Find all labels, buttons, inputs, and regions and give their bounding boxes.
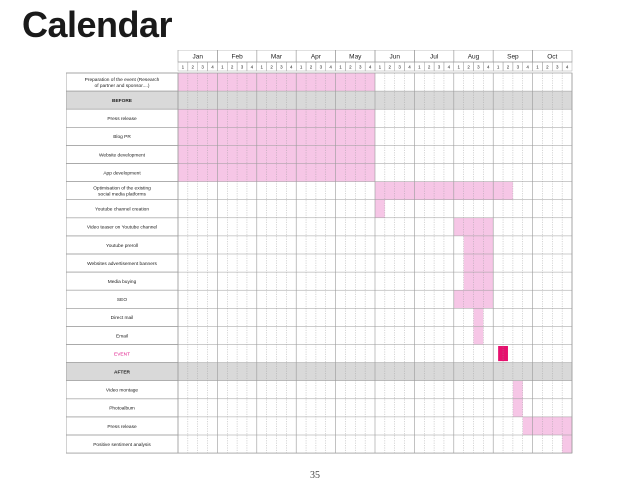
section-row-bg: [66, 363, 572, 381]
task-label: Direct mail: [110, 316, 134, 322]
week-label: 4: [565, 64, 569, 70]
task-bar: [474, 308, 484, 326]
page-number: 35: [310, 470, 320, 481]
task-bar: [513, 399, 523, 417]
week-label: 4: [290, 64, 293, 70]
section-row-bg: [66, 91, 572, 109]
task-bar: [464, 236, 494, 254]
week-label: 2: [427, 64, 431, 70]
week-label: 2: [230, 64, 234, 70]
task-label: Website development: [98, 153, 146, 159]
week-label: 1: [221, 64, 224, 70]
week-label: 3: [358, 64, 362, 70]
task-bar: [375, 200, 385, 218]
week-label: 1: [496, 64, 500, 70]
week-label: 3: [555, 64, 559, 70]
week-label: 1: [378, 64, 382, 70]
month-label: Oct: [547, 53, 558, 61]
week-label: 4: [526, 64, 529, 70]
week-label: 4: [250, 64, 254, 70]
task-label: Preparation of the event (Research: [84, 77, 160, 83]
week-label: 2: [388, 64, 392, 70]
week-label: 4: [408, 64, 411, 70]
week-label: 1: [260, 64, 263, 70]
week-label: 3: [319, 64, 323, 70]
task-label: Email: [116, 334, 128, 340]
task-label: Video montage: [105, 388, 139, 394]
week-label: 3: [280, 64, 283, 70]
task-bar: [474, 326, 484, 344]
task-label: AFTER: [114, 370, 130, 376]
week-label: 3: [477, 64, 480, 70]
task-bar: [464, 272, 494, 290]
week-label: 3: [398, 64, 401, 70]
task-label: Optimisation of the existing: [93, 186, 151, 192]
task-label: of partner and sponsor....): [94, 83, 150, 89]
week-label: 4: [447, 64, 451, 70]
task-label: Video teaser on Youtube channel: [86, 225, 158, 231]
month-label: Mar: [270, 53, 283, 61]
task-label: BEFORE: [112, 98, 132, 104]
week-label: 2: [467, 64, 470, 70]
gantt-calendar: [66, 50, 580, 472]
week-label: 2: [309, 64, 313, 70]
task-label: SEO: [116, 298, 128, 304]
task-label: Websites advertisement banners: [87, 261, 157, 267]
task-label: Press release: [107, 424, 137, 430]
month-label: Jun: [389, 53, 400, 61]
week-label: 2: [349, 64, 352, 70]
task-bar: [464, 254, 494, 272]
month-label: Jul: [429, 53, 439, 61]
week-label: 3: [516, 64, 520, 70]
month-label: Feb: [231, 53, 243, 61]
week-label: 1: [181, 64, 185, 70]
task-bar: [523, 417, 572, 435]
month-label: Sep: [507, 53, 519, 61]
week-label: 2: [270, 64, 273, 70]
task-bar: [562, 435, 572, 453]
task-label: social media platforms: [98, 192, 146, 198]
task-bar: [513, 381, 523, 399]
week-label: 1: [339, 64, 342, 70]
task-label: Positive sentiment analysis: [93, 442, 151, 448]
week-label: 1: [299, 64, 303, 70]
task-label: Photoalbum: [109, 406, 135, 412]
week-label: 4: [211, 64, 214, 70]
week-label: 2: [546, 64, 549, 70]
week-label: 3: [437, 64, 441, 70]
month-label: Jan: [192, 53, 203, 61]
month-label: Apr: [310, 53, 321, 61]
page-title: Calendar: [22, 4, 173, 45]
week-label: 1: [418, 64, 421, 70]
week-label: 4: [368, 64, 372, 70]
task-label: Press release: [107, 117, 137, 123]
month-label: Aug: [467, 53, 480, 61]
task-label: Youtube preroll: [105, 243, 139, 249]
week-label: 1: [536, 64, 539, 70]
task-label: Youtube channel creation: [95, 207, 149, 213]
task-label: Media buying: [107, 279, 137, 285]
week-label: 2: [506, 64, 510, 70]
task-label: App development: [103, 171, 141, 177]
week-label: 4: [329, 64, 332, 70]
week-label: 3: [201, 64, 204, 70]
task-label: Blog PR: [113, 135, 131, 141]
week-label: 2: [191, 64, 195, 70]
month-label: May: [349, 53, 362, 61]
week-label: 4: [487, 64, 490, 70]
week-label: 1: [457, 64, 460, 70]
week-label: 3: [240, 64, 244, 70]
task-label: EVENT: [114, 352, 130, 358]
